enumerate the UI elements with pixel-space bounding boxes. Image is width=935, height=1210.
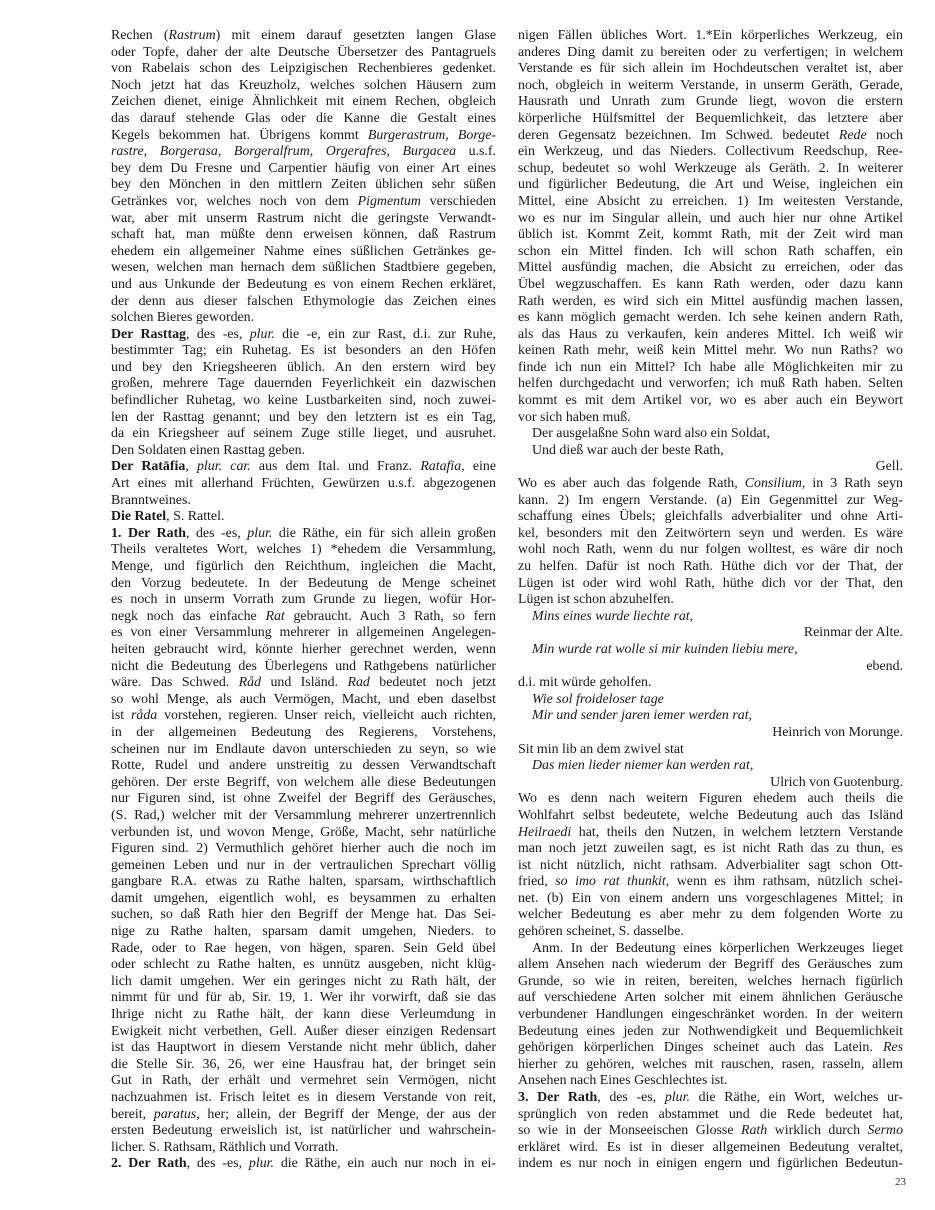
text-line: vor sich haben muß.: [518, 409, 631, 425]
text-line: len der Rasttag genannt; und bey den letztern ist es ein Tag,: [111, 409, 496, 425]
text-line: oder Topfe, daher der alte Deutsche Übersetzer des Pantagruels: [111, 44, 496, 60]
text-line: d.i. mit würde geholfen.: [518, 675, 652, 691]
text-line: noch, obgleich in weiterm Verstande, in unserm Geräth, Gerade,: [518, 77, 903, 93]
text-line: finde ich nun ein Mittel? Ich habe alle Möglichkeiten mir zu: [518, 359, 903, 375]
text-line: Mittel, eine Absicht zu erreichen. 1) Im weitesten Verstande,: [518, 193, 903, 209]
text-line: das darauf stehende Glas oder die Kanne die Gestalt eines: [111, 110, 496, 126]
text-line: welcher Bedeutung es aber mehr zu dem folgenden Worte zu: [518, 907, 903, 923]
text-line: verbundener Handlungen eingeschränket worden. In der weitern: [518, 1007, 903, 1023]
text-line: von Rabelais schon des Leipzigischen Rechenbieres gedenket.: [111, 61, 496, 77]
text-line: Theils veraltetes Wort, welches 1) *ehedem die Versammlung,: [111, 542, 496, 558]
text-line: als das Haus zu verkaufen, kein anderes Mittel. Ich weiß wir: [518, 326, 903, 342]
text-line: Getränkes vor, welches noch von dem Pigmentum verschieden: [111, 193, 496, 209]
text-line: ist das Hauptwort in diesem Verstande nicht mehr üblich, daher: [111, 1040, 496, 1056]
text-line: Ihrige nicht zu Rathe hält, der kann diese Verleumdung in: [111, 1007, 496, 1023]
text-line: Grunde, so wie in reiten, bereiten, welches hernach figürlich: [518, 973, 903, 989]
text-line: kommt es mit dem Artikel vor, wo es aber auch ein Beywort: [518, 393, 903, 409]
text-line: keinen Rath mehr, weiß kein Mittel mehr. Wo nun Raths? wo: [518, 343, 903, 359]
text-line: man noch jetzt zuweilen sagt, es ist nicht Rath das zu thun, es: [518, 841, 903, 857]
text-line: Ewigkeit nicht verbethen, Gell. Außer dieser einzigen Redensart: [111, 1023, 496, 1039]
text-line: verbunden ist, und wovon Menge, Größe, Macht, sehr natürliche: [111, 824, 496, 840]
text-line: gehören scheinet, S. dasselbe.: [518, 924, 684, 940]
text-line: fried, so imo rat thunkit, wenn es ihm rathsam, nützlich schei-: [518, 874, 903, 890]
text-line: Ansehen nach Eines Geschlechtes ist.: [518, 1073, 728, 1089]
text-line: gemeinen Leben und nur in der vertraulichen Sprechart völlig: [111, 857, 496, 873]
text-line: hierher zu gehören, welches mit rauschen, rasen, rasseln, allem: [518, 1056, 903, 1072]
text-line: Die Ratel, S. Rattel.: [111, 509, 225, 525]
text-line: Heinrich von Morunge.: [772, 724, 903, 740]
text-line: der denn aus dieser falschen Ethymologie das Zeichen eines: [111, 293, 496, 309]
text-line: heiten gebraucht wird, könnte hierher gerechnet werden, wenn: [111, 641, 496, 657]
text-line: Mittel ausfündig machen, die Absicht zu erreichen, oder das: [518, 260, 903, 276]
text-line: bereit, paratus, her; allein, der Begriff der Menge, der aus der: [111, 1106, 496, 1122]
text-line: licher. S. Rathsam, Räthlich und Vorrath.: [111, 1139, 339, 1155]
text-line: die Stelle Sir. 36, 26, wer eine Hausfrau hat, der bringet sein: [111, 1056, 496, 1072]
right-column: [518, 28, 903, 1173]
text-line: lich damit umgehen. Wer ein geringes nicht zu Rath hält, der: [111, 973, 496, 989]
text-line: Rade, oder to Rae hegen, von hägen, sparen. Sein Geld übel: [111, 940, 496, 956]
text-line: nur Figuren sind, ist ohne Zweifel der Begriff des Geräusches,: [111, 791, 496, 807]
text-line: in der allgemeinen Bedeutung des Regierens, Vorstehens,: [111, 724, 496, 740]
text-line: und aus Unkunde der Bedeutung es von einem Rechen erkläret,: [111, 276, 496, 292]
text-line: nachzuahmen ist. Frisch leitet es in diesem Verstande von reit,: [111, 1090, 496, 1105]
text-line: 2. Der Rath, des -es, plur. die Räthe, ein auch nur noch in ei-: [111, 1156, 496, 1172]
text-line: 3. Der Rath, des -es, plur. die Räthe, ein Wort, welches ur-: [518, 1090, 903, 1105]
text-line: Art eines mit allerhand Früchten, Gewürzen u.s.f. abgezogenen: [111, 476, 496, 492]
text-line: schaft hat, man müßte denn erweisen können, daß Rastrum: [111, 227, 496, 243]
text-line: Reinmar der Alte.: [803, 625, 903, 641]
text-line: Menge, und figürlich den Reichthum, ingleichen die Macht,: [111, 559, 496, 574]
text-line: sprünglich von reden abstammet und die Rede bedeutet hat,: [518, 1106, 903, 1122]
text-line: Lügen ist oder wird wohl Rath, hüthe dich vor der That, den: [518, 575, 903, 591]
text-line: Gut in Rath, der erhält und vermehret sein Vermögen, nicht: [111, 1073, 496, 1089]
text-line: Wo es denn nach weitern Figuren ehedem auch theils die: [518, 791, 903, 807]
text-line: den Vorzug bedeutete. In der Bedeutung de Menge scheinet: [111, 575, 496, 591]
text-line: ein Werkzeug, und das Nieders. Collectivum Reedschup, Ree-: [518, 144, 903, 160]
page-number: 23: [895, 1176, 906, 1188]
text-line: kel, besonders mit den Zeitwörtern seyn und werden. Es wäre: [518, 525, 903, 541]
text-line: nimmt für und für ab, Sir. 19, 1. Wer ihr vorwirft, daß sie das: [111, 990, 496, 1006]
text-line: Heilraedi hat, theils den Nutzen, in welchem letztern Verstande: [518, 824, 903, 840]
text-line: Anm. In der Bedeutung eines körperlichen Werkzeuges lieget: [532, 940, 903, 956]
text-line: ist råda vorstehen, regieren. Unser reich, vielleicht auch richten,: [111, 708, 496, 724]
text-line: Bedeutung eines jeden zur Nothwendigkeit und Bequemlichkeit: [518, 1023, 903, 1039]
text-line: schaffung eines Übels; gleichfalls adverbialiter und ohne Arti-: [518, 509, 903, 525]
text-line: gangbare R.A. etwas zu Rathe halten, sparsam, wirthschaftlich: [111, 874, 496, 890]
text-line: Branntweines.: [111, 492, 191, 508]
text-line: Der Ratāfia, plur. car. aus dem Ital. und Franz. Ratafia, eine: [111, 459, 496, 475]
text-line: Übel wegzuschaffen. Es kann Rath werden, oder dazu kann: [518, 276, 903, 292]
text-line: so wohl Menge, als auch Vermögen, Macht, und eben daselbst: [111, 691, 496, 707]
text-line: kann. 2) Im engern Verstande. (a) Ein Gegenmittel zur Weg-: [518, 492, 903, 508]
text-line: erkläret wird. Es ist in dieser allgemeinen Bedeutung veraltet,: [518, 1139, 903, 1155]
text-line: großen, mehrere Tage dauernden Feyerlichkeit ein dazwischen: [111, 376, 496, 392]
text-line: negk noch das einfache Rat gebraucht. Auch 3 Rath, so fern: [111, 608, 496, 624]
text-line: net. (b) Ein von einem andern uns vorgeschlagenes Mittel; in: [518, 890, 903, 906]
text-line: Kegels bekommen hat. Übrigens kommt Burgerastrum, Borge-: [111, 127, 496, 143]
text-line: Lügen ist schon abzuhelfen.: [518, 592, 674, 608]
text-line: allem Ansehen nach wiederum der Begriff des Geräusches zum: [518, 957, 903, 973]
text-line: Sit min lib an dem zwivel stat: [518, 741, 684, 757]
text-line: Verstande es für sich allein im Hochdeutschen veraltet ist, aber: [518, 61, 903, 77]
text-line: so wie in der Monseeischen Glosse Rath wirklich durch Sermo: [518, 1123, 903, 1139]
text-line: Wo es aber auch das folgende Rath, Consilium, in 3 Rath seyn: [518, 476, 903, 492]
text-line: nige zu Rathe halten, sparsam damit umgehen, Nieders. to: [111, 924, 496, 940]
text-line: bey den Mönchen in den mittlern Zeiten üblichen sehr süßen: [111, 177, 496, 193]
text-line: Und dieß war auch der beste Rath,: [532, 442, 724, 458]
text-line: Das mien lieder niemer kan werden rat,: [532, 758, 754, 774]
text-line: helfen durchgedacht und verworfen; ich muß Rath haben. Selten: [518, 376, 903, 392]
text-line: befindlicher Ruhetag, wo keine Lustbarkeiten sind, noch zuwei-: [111, 393, 496, 409]
text-line: indem es nur noch in einigen engern und figürlichen Bedeutun-: [518, 1156, 903, 1172]
text-line: Rechen (Rastrum) mit einem darauf gesetzten langen Glase: [111, 28, 496, 43]
text-line: und figürlicher Bedeutung, die Art und Weise, ingleichen ein: [518, 177, 903, 193]
text-line: 1. Der Rath, des -es, plur. die Räthe, ein für sich allein großen: [111, 525, 496, 541]
text-line: Zeichen dienet, einige Ähnlichkeit mit einem Rechen, obgleich: [111, 94, 496, 110]
text-line: gehörigen körperlichen Dinges scheinet auch das Latein. Res: [518, 1040, 903, 1056]
text-line: ehedem ein allgemeiner Nahme eines süßlichen Getränkes ge-: [111, 243, 496, 259]
text-line: da ein Kriegsheer auf seinem Zuge stille lieget, und ausruhet.: [111, 426, 496, 442]
text-line: anderes Ding damit zu bereiten oder zu verfertigen; in welchem: [518, 44, 903, 60]
left-column: [111, 28, 496, 1173]
text-line: Hausrath und Unrath zum Grunde liegt, wovon die erstern: [518, 94, 903, 110]
text-line: nigen Fällen übliches Wort. 1.*Ein körperliches Werkzeug, ein: [518, 28, 903, 43]
text-line: es von einer Versammlung mehrerer in allgemeinen Angelegen-: [111, 625, 496, 641]
text-line: rastre, Borgerasa, Borgeralfrum, Orgerafres, Burgacea u.s.f.: [111, 144, 496, 160]
text-line: nicht die Bedeutung des Überlegens und Rathgebens natürlicher: [111, 658, 496, 674]
text-line: wohl noch Rath, wenn du nur folgen wolltest, es wäre dir noch: [518, 542, 903, 558]
text-line: scheinen nur im Endlaute davon unterschieden zu seyn, so wie: [111, 741, 496, 757]
text-line: es kann möglich gemacht werden. Ich sehe keinen andern Rath,: [518, 310, 903, 326]
text-line: und bey den Kriegsheeren üblich. An den erstern wird bey: [111, 359, 496, 375]
text-line: Gell.: [875, 459, 903, 475]
text-line: Wohlfahrt selbst bedeutete, welche Bedeutung auch das Isländ: [518, 807, 903, 823]
text-line: Noch jetzt hat das Kreuzholz, welches solchen Häusern zum: [111, 77, 496, 93]
text-line: Den Soldaten einen Rasttag geben.: [111, 442, 306, 458]
text-line: Mins eines wurde liechte rat,: [532, 608, 694, 624]
text-line: Der ausgelaßne Sohn ward also ein Soldat,: [532, 426, 771, 442]
text-line: wäre. Das Schwed. Råd und Isländ. Rad bedeutet noch jetzt: [111, 675, 496, 691]
text-line: körperliche Hülfsmittel der Bequemlichkeit, das letztere aber: [518, 110, 903, 126]
text-line: wo es nur im Singular allein, und auch hier nur ohne Artikel: [518, 210, 903, 226]
text-line: Min wurde rat wolle si mir kuinden liebiu mere,: [532, 641, 798, 657]
text-line: Figuren sind. 2) Vermuthlich gehöret hierher auch die noch im: [111, 841, 496, 857]
text-line: (S. Rad,) welcher mit der Versammlung mehrerer unzertrennlich: [111, 807, 496, 823]
text-line: oder schlecht zu Rathe halten, es unnütz ausgeben, nicht klüg-: [111, 957, 496, 973]
text-line: schup, bedeutet so wohl Werkzeuge als Geräth. 2. In weiterer: [518, 160, 903, 176]
text-line: auf verschiedene Arten solcher mit einem ähnlichen Geräusche: [518, 990, 903, 1006]
text-line: solchen Bieres geworden.: [111, 310, 255, 326]
text-line: Wie sol froideloser tage: [532, 691, 664, 707]
text-line: wesen, welchen man hernach dem süßlichen Stadtbiere gegeben,: [111, 260, 496, 276]
text-line: deren Gegensatz bezeichnen. Im Schwed. bedeutet Rede noch: [518, 127, 903, 143]
text-line: Der Rasttag, des -es, plur. die -e, ein zur Rast, d.i. zur Ruhe,: [111, 326, 496, 342]
text-line: Rath werden, es wird sich ein Mittel ausfündig machen lassen,: [518, 293, 903, 309]
text-line: schon ein Mittel finden. Ich will schon Rath schaffen, ein: [518, 243, 903, 259]
text-line: Rotte, Rudel und andere unstreitig zu dessen Verwandtschaft: [111, 758, 496, 774]
text-line: üblich ist. Kommt Zeit, kommt Rath, mit der Zeit wird man: [518, 227, 903, 243]
text-line: zu helfen. Dafür ist noch Rath. Hüthe dich vor der That, der: [518, 559, 903, 574]
text-line: Mir und sender jaren iemer werden rat,: [532, 708, 753, 724]
text-line: ebend.: [866, 658, 903, 674]
text-line: bestimmter Tag; ein Ruhetag. Es ist besonders an den Höfen: [111, 343, 496, 359]
text-line: Ulrich von Guotenburg.: [770, 774, 903, 790]
text-line: es noch in unserm Vorrath zum Grunde zu liegen, wofür Hor-: [111, 592, 496, 608]
text-line: damit umgehen, eigentlich wohl, es beysammen zu erhalten: [111, 890, 496, 906]
text-line: war, aber mit unserm Rastrum nicht die geringste Verwandt-: [111, 210, 496, 226]
text-line: gehören. Der erste Begriff, von welchem alle diese Bedeutungen: [111, 774, 496, 790]
text-line: ist nicht nützlich, nicht rathsam. Adverbialiter sagt schon Ott-: [518, 857, 903, 873]
text-line: bey dem Du Fresne und Carpentier häufig von einer Art eines: [111, 160, 496, 176]
text-line: ersten Bedeutung erweislich ist, ist natürlicher und wahrschein-: [111, 1123, 496, 1139]
text-line: suchen, so daß Rath hier den Begriff der Menge hat. Das Sei-: [111, 907, 496, 923]
